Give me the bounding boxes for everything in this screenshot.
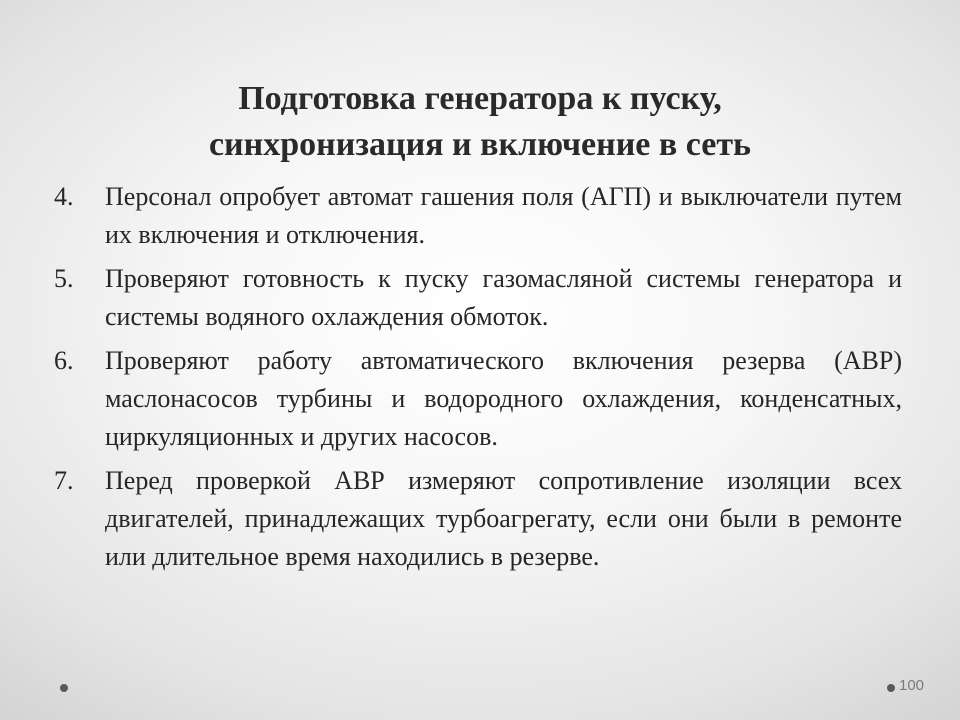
list-item [54, 462, 902, 576]
list-item-text: Проверяют готовность к пуску газомасляной системы генератора и системы водяного охлаждения обмоток. [105, 264, 902, 331]
list-item-number: 7. [54, 466, 74, 495]
slide-title [80, 76, 880, 168]
list-item [54, 178, 902, 254]
page-number: 100 [899, 677, 925, 694]
list-item-text: Проверяют работу автоматического включения резерва (АВР) маслонасосов турбины и водородного охлаждения, конденсатных, циркуляционных и других насосов. [105, 346, 902, 451]
numbered-list [54, 178, 902, 582]
list-item [54, 342, 902, 456]
list-item-number: 4. [54, 182, 74, 211]
footer-dot-left [60, 684, 68, 692]
list-item-number: 6. [54, 346, 74, 375]
list-item [54, 260, 902, 336]
footer-dot-right [887, 684, 895, 692]
list-item-text: Перед проверкой АВР измеряют сопротивление изоляции всех двигателей, принадлежащих турбоагрегату, если они были в ремонте или длительное время находились в резерве. [105, 466, 902, 571]
slide-title-line-1: Подготовка генератора к пуску, [238, 80, 722, 117]
slide-title-line-2: синхронизация и включение в сеть [208, 126, 752, 163]
list-item-number: 5. [54, 264, 74, 293]
list-item-text: Персонал опробует автомат гашения поля (АГП) и выключатели путем их включения и отключения. [105, 182, 902, 249]
